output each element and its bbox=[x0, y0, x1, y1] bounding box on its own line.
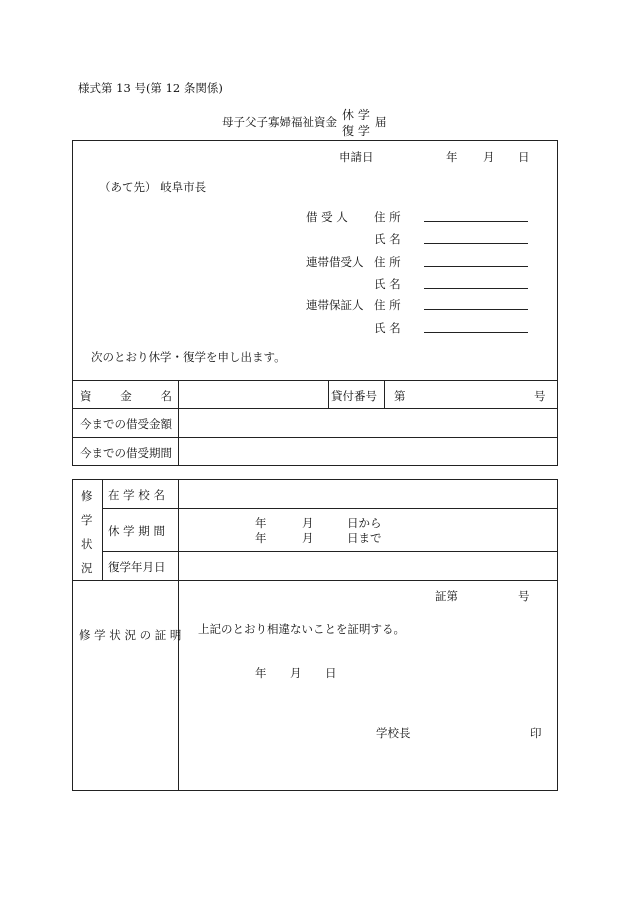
co-borrower-address-field[interactable] bbox=[424, 266, 528, 267]
form-number: 様式第 13 号(第 12 条関係) bbox=[78, 81, 223, 95]
cert-date-month: 月 bbox=[290, 666, 302, 680]
loan-number-prefix: 第 bbox=[394, 389, 406, 403]
date-day-label: 日 bbox=[518, 150, 530, 164]
seal-mark: 印 bbox=[530, 726, 542, 740]
divider bbox=[102, 479, 103, 580]
cert-number-prefix: 証第 bbox=[435, 589, 458, 603]
return-date-label: 復学年月日 bbox=[108, 560, 166, 574]
certification-label: 修 学 状 況 の 証 明 bbox=[79, 628, 182, 642]
guarantor-name-label: 氏 名 bbox=[374, 321, 401, 335]
application-date-label: 申請日 bbox=[339, 150, 374, 164]
to-month: 月 bbox=[302, 531, 314, 545]
co-borrower-name-field[interactable] bbox=[424, 288, 528, 289]
borrower-address-label: 住 所 bbox=[374, 210, 401, 224]
school-name-label: 在 学 校 名 bbox=[108, 488, 165, 502]
fund-name-label bbox=[80, 388, 172, 404]
certification-statement: 上記のとおり相違ないことを証明する。 bbox=[198, 622, 405, 636]
co-borrower-address-label: 住 所 bbox=[374, 255, 401, 269]
date-month-label: 月 bbox=[483, 150, 495, 164]
cert-date-year: 年 bbox=[255, 666, 267, 680]
borrower-address-field[interactable] bbox=[424, 221, 528, 222]
principal-label: 学校長 bbox=[376, 726, 411, 740]
loan-period-label: 今までの借受期間 bbox=[80, 446, 172, 460]
fund-name-char: 名 bbox=[160, 389, 172, 403]
borrower-name-label: 氏 名 bbox=[374, 232, 401, 246]
cert-date-day: 日 bbox=[325, 666, 337, 680]
loan-number-label: 貸付番号 bbox=[331, 389, 377, 403]
co-borrower-name-label: 氏 名 bbox=[374, 277, 401, 291]
application-statement: 次のとおり休学・復学を申し出ます。 bbox=[91, 350, 286, 364]
guarantor-address-field[interactable] bbox=[424, 309, 528, 310]
form-title-main: 母子父子寡婦福祉資金 bbox=[222, 115, 337, 129]
divider bbox=[72, 580, 558, 581]
guarantor-address-label: 住 所 bbox=[374, 298, 401, 312]
loan-number-suffix: 号 bbox=[534, 389, 546, 403]
title-option-return: 復 学 bbox=[342, 124, 370, 138]
fund-name-char: 金 bbox=[120, 389, 132, 403]
date-year-label: 年 bbox=[446, 150, 458, 164]
from-day: 日から bbox=[347, 516, 382, 530]
fund-name-char: 資 bbox=[80, 389, 92, 403]
loan-amount-field[interactable] bbox=[180, 409, 556, 436]
divider bbox=[328, 380, 329, 408]
loan-amount-label: 今までの借受金額 bbox=[80, 417, 172, 431]
from-month: 月 bbox=[302, 516, 314, 530]
section-label-char: 況 bbox=[81, 561, 93, 575]
divider bbox=[384, 380, 385, 408]
guarantor-name-field[interactable] bbox=[424, 332, 528, 333]
leave-period-label: 休 学 期 間 bbox=[108, 524, 165, 538]
section-label-char: 修 bbox=[81, 489, 93, 503]
from-year: 年 bbox=[255, 516, 267, 530]
divider bbox=[102, 508, 558, 509]
divider bbox=[178, 380, 179, 466]
addressee: （あて先） 岐阜市長 bbox=[99, 180, 207, 194]
co-borrower-label: 連帯借受人 bbox=[306, 255, 364, 269]
borrower-label: 借 受 人 bbox=[306, 210, 348, 224]
guarantor-label: 連帯保証人 bbox=[306, 298, 364, 312]
title-option-leave: 休 学 bbox=[342, 108, 370, 122]
to-year: 年 bbox=[255, 531, 267, 545]
borrower-name-field[interactable] bbox=[424, 243, 528, 244]
fund-name-field[interactable] bbox=[180, 381, 326, 407]
section-label-char: 学 bbox=[81, 513, 93, 527]
section-label-char: 状 bbox=[81, 537, 93, 551]
title-suffix: 届 bbox=[375, 115, 387, 129]
cert-number-suffix: 号 bbox=[518, 589, 530, 603]
loan-period-field[interactable] bbox=[180, 438, 556, 465]
school-name-field[interactable] bbox=[180, 480, 556, 507]
return-date-field[interactable] bbox=[180, 552, 556, 579]
to-day: 日まで bbox=[347, 531, 382, 545]
